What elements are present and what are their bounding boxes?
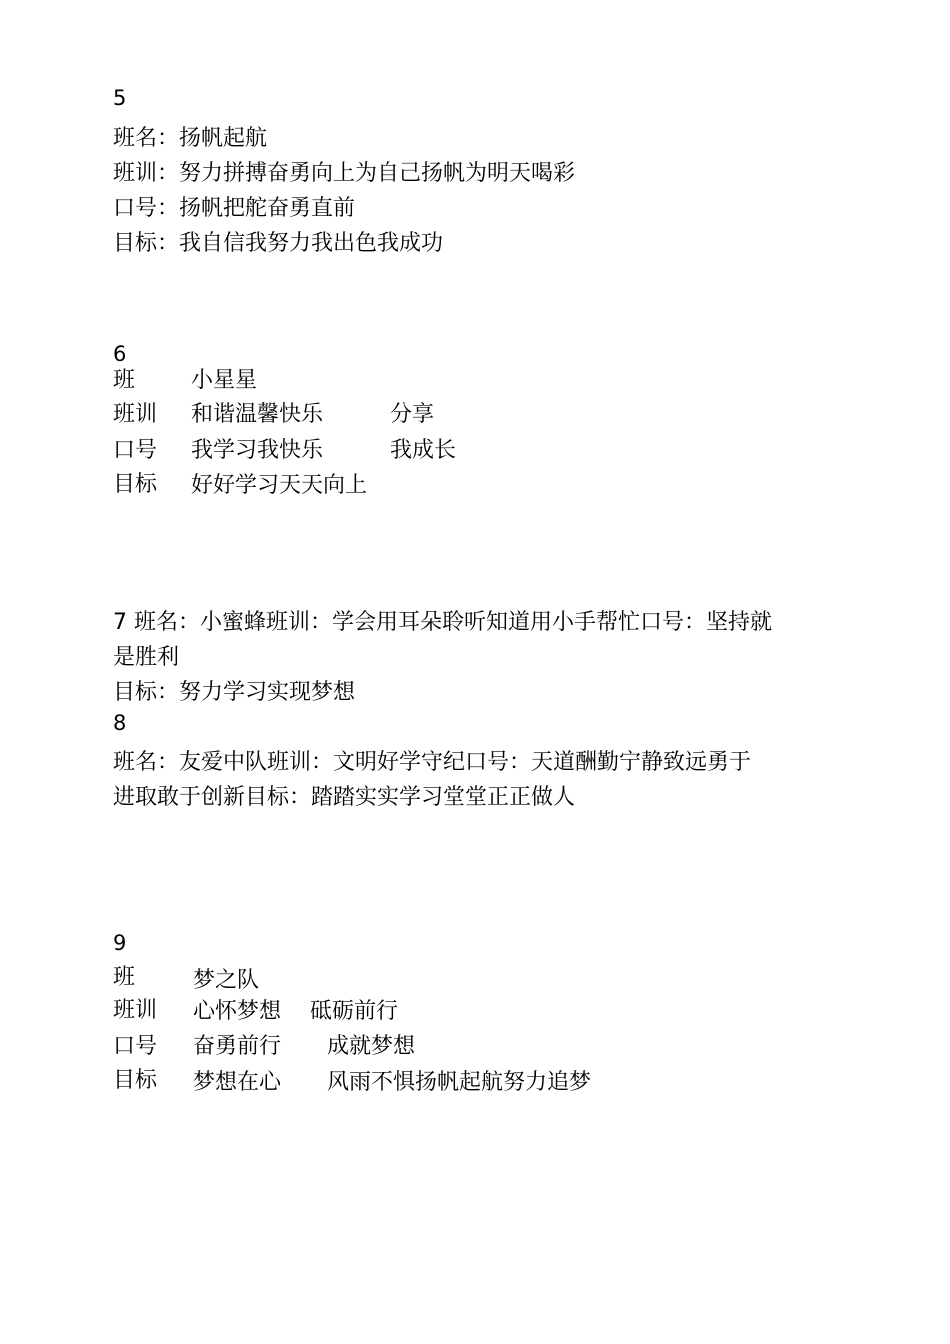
section-5-number: 5: [113, 86, 127, 110]
section-9-slogan-label: 口号: [113, 1034, 158, 1059]
section-8-line-1: 班名：友爱中队班训：文明好学守纪口号：天道酬勤宁静致远勇于: [113, 750, 752, 775]
section-9-motto-extra: 砥砺前行: [310, 999, 399, 1024]
section-8-number: 8: [113, 711, 127, 735]
section-9-number: 9: [113, 931, 127, 955]
section-7-line-2: 是胜利: [113, 645, 180, 670]
section-6-number: 6: [113, 342, 127, 366]
section-6-slogan-value: 我学习我快乐: [191, 438, 324, 463]
section-7-number: 7: [113, 610, 127, 635]
section-9-slogan-extra: 成就梦想: [327, 1034, 416, 1059]
section-5-slogan: 口号：扬帆把舵奋勇直前: [113, 196, 356, 221]
section-9-motto-value: 心怀梦想: [193, 999, 282, 1024]
section-6-motto-extra: 分享: [390, 402, 435, 427]
section-5-class-name: 班名：扬帆起航: [113, 126, 268, 151]
section-9-name-label: 班: [113, 965, 136, 990]
section-6-motto-label: 班训: [113, 402, 158, 427]
section-9-motto-label: 班训: [113, 998, 158, 1023]
section-6-name-value: 小星星: [191, 368, 258, 393]
section-7-goal: 目标：努力学习实现梦想: [113, 680, 356, 705]
section-9-goal-value: 梦想在心: [193, 1070, 282, 1095]
section-6-slogan-extra: 我成长: [390, 438, 457, 463]
section-8-line-2: 进取敢于创新目标：踏踏实实学习堂堂正正做人: [113, 785, 576, 810]
section-6-slogan-label: 口号: [113, 438, 158, 463]
section-9-slogan-value: 奋勇前行: [193, 1034, 282, 1059]
section-9-name-value: 梦之队: [193, 968, 260, 993]
section-6-goal-label: 目标: [113, 472, 158, 497]
section-7-text: 班名：小蜜蜂班训：学会用耳朵聆听知道用小手帮忙口号：坚持就: [134, 610, 773, 635]
section-9-goal-extra: 风雨不惧扬帆起航努力追梦: [327, 1070, 592, 1095]
section-5-class-motto: 班训：努力拼搏奋勇向上为自己扬帆为明天喝彩: [113, 161, 576, 186]
section-6-motto-value: 和谐温馨快乐: [191, 402, 324, 427]
section-9-goal-label: 目标: [113, 1068, 158, 1093]
section-5-goal: 目标：我自信我努力我出色我成功: [113, 231, 444, 256]
section-6-goal-value: 好好学习天天向上: [191, 473, 368, 498]
section-6-name-label: 班: [113, 368, 136, 393]
section-7-line-1: [113, 609, 772, 637]
